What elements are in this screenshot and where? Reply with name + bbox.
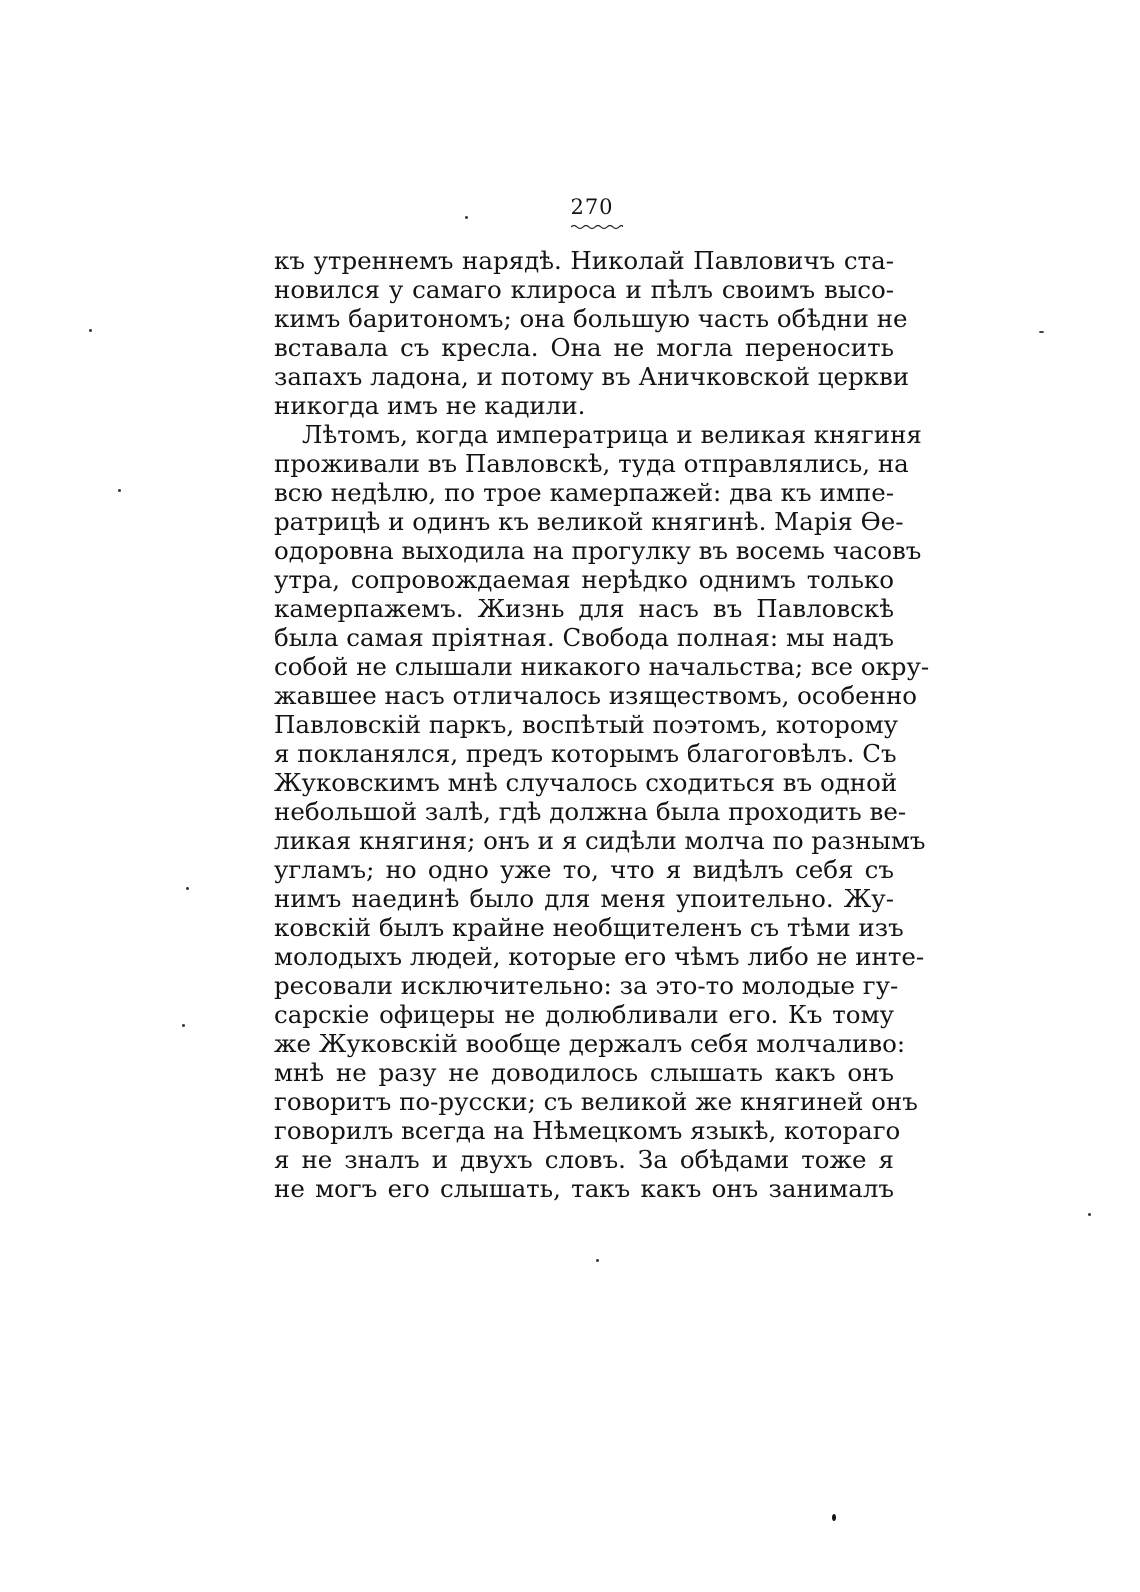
text-line: Жуковскимъ мнѣ случалось сходиться въ одной [274,768,898,797]
text-line: кимъ баритономъ; она большую часть обѣдни не [274,304,908,333]
text-line: Павловскій паркъ, воспѣтый поэтомъ, которому [274,710,899,739]
text-line: же Жуковскій вообще держалъ себя молчаливо: [274,1029,906,1058]
text-line: угламъ; но одно уже то, что я видѣлъ себя съ [274,855,894,884]
text-line: ковскій былъ крайне необщителенъ съ тѣми изъ [274,913,904,942]
text-line: нимъ наединѣ было для меня упоительно. Жу- [274,884,894,913]
text-line: молодыхъ людей, которые его чѣмъ либо не инте- [274,942,925,971]
scan-speck [182,1024,185,1027]
text-line: говорилъ всегда на Нѣмецкомъ языкѣ, котораго [274,1116,901,1145]
text-line: никогда имъ не кадили. [274,391,586,420]
scan-speck [596,1259,599,1262]
text-line: небольшой залѣ, гдѣ должна была проходить ве- [274,797,907,826]
text-line: запахъ ладона, и потому въ Аничковской церкви [274,362,910,391]
text-line: проживали въ Павловскѣ, туда отправлялись, на [274,449,909,478]
body-text [274,246,930,1203]
text-line: новился у самаго клироса и пѣлъ своимъ высо- [274,275,894,304]
scan-speck [465,216,468,219]
text-line: ресовали исключительно: за это-то молодые гу- [274,971,899,1000]
text-line: сарскіе офицеры не долюбливали его. Къ тому [274,1000,894,1029]
text-line: была самая пріятная. Свобода полная: мы надъ [274,623,894,652]
text-line: камерпажемъ. Жизнь для насъ въ Павловскѣ [274,594,894,623]
page-number: 270 [570,195,614,219]
text-line: утра, сопровождаемая нерѣдко однимъ только [274,565,894,594]
text-line: ратрицѣ и одинъ къ великой княгинѣ. Марія Ѳе- [274,507,904,536]
text-line: всю недѣлю, по трое камерпажей: два къ импе- [274,478,894,507]
page-number-ornament [571,224,623,230]
text-line: ликая княгиня; онъ и я сидѣли молча по разнымъ [274,826,926,855]
text-line: жавшее насъ отличалось изяществомъ, особенно [274,681,918,710]
text-line: я покланялся, предъ которымъ благоговѣлъ. Съ [274,739,897,768]
scan-speck [1088,1213,1091,1216]
text-line: говоритъ по-русски; съ великой же княгиней онъ [274,1087,918,1116]
text-line: мнѣ не разу не доводилось слышать какъ онъ [274,1058,894,1087]
scan-speck [1039,331,1044,333]
scan-speck [186,887,189,890]
text-line: Лѣтомъ, когда императрица и великая княгиня [302,420,922,449]
text-line: я не зналъ и двухъ словъ. За обѣдами тоже я [274,1145,894,1174]
text-line: къ утреннемъ нарядѣ. Николай Павловичъ ста- [274,246,894,275]
scan-speck [832,1514,836,1521]
text-line: одоровна выходила на прогулку въ восемь часовъ [274,536,922,565]
text-line: собой не слышали никакого начальства; все окру- [274,652,930,681]
text-line: не могъ его слышать, такъ какъ онъ занималъ [274,1174,894,1203]
scan-speck [118,489,121,492]
text-line: вставала съ кресла. Она не могла переносить [274,333,894,362]
scan-speck [89,329,92,332]
